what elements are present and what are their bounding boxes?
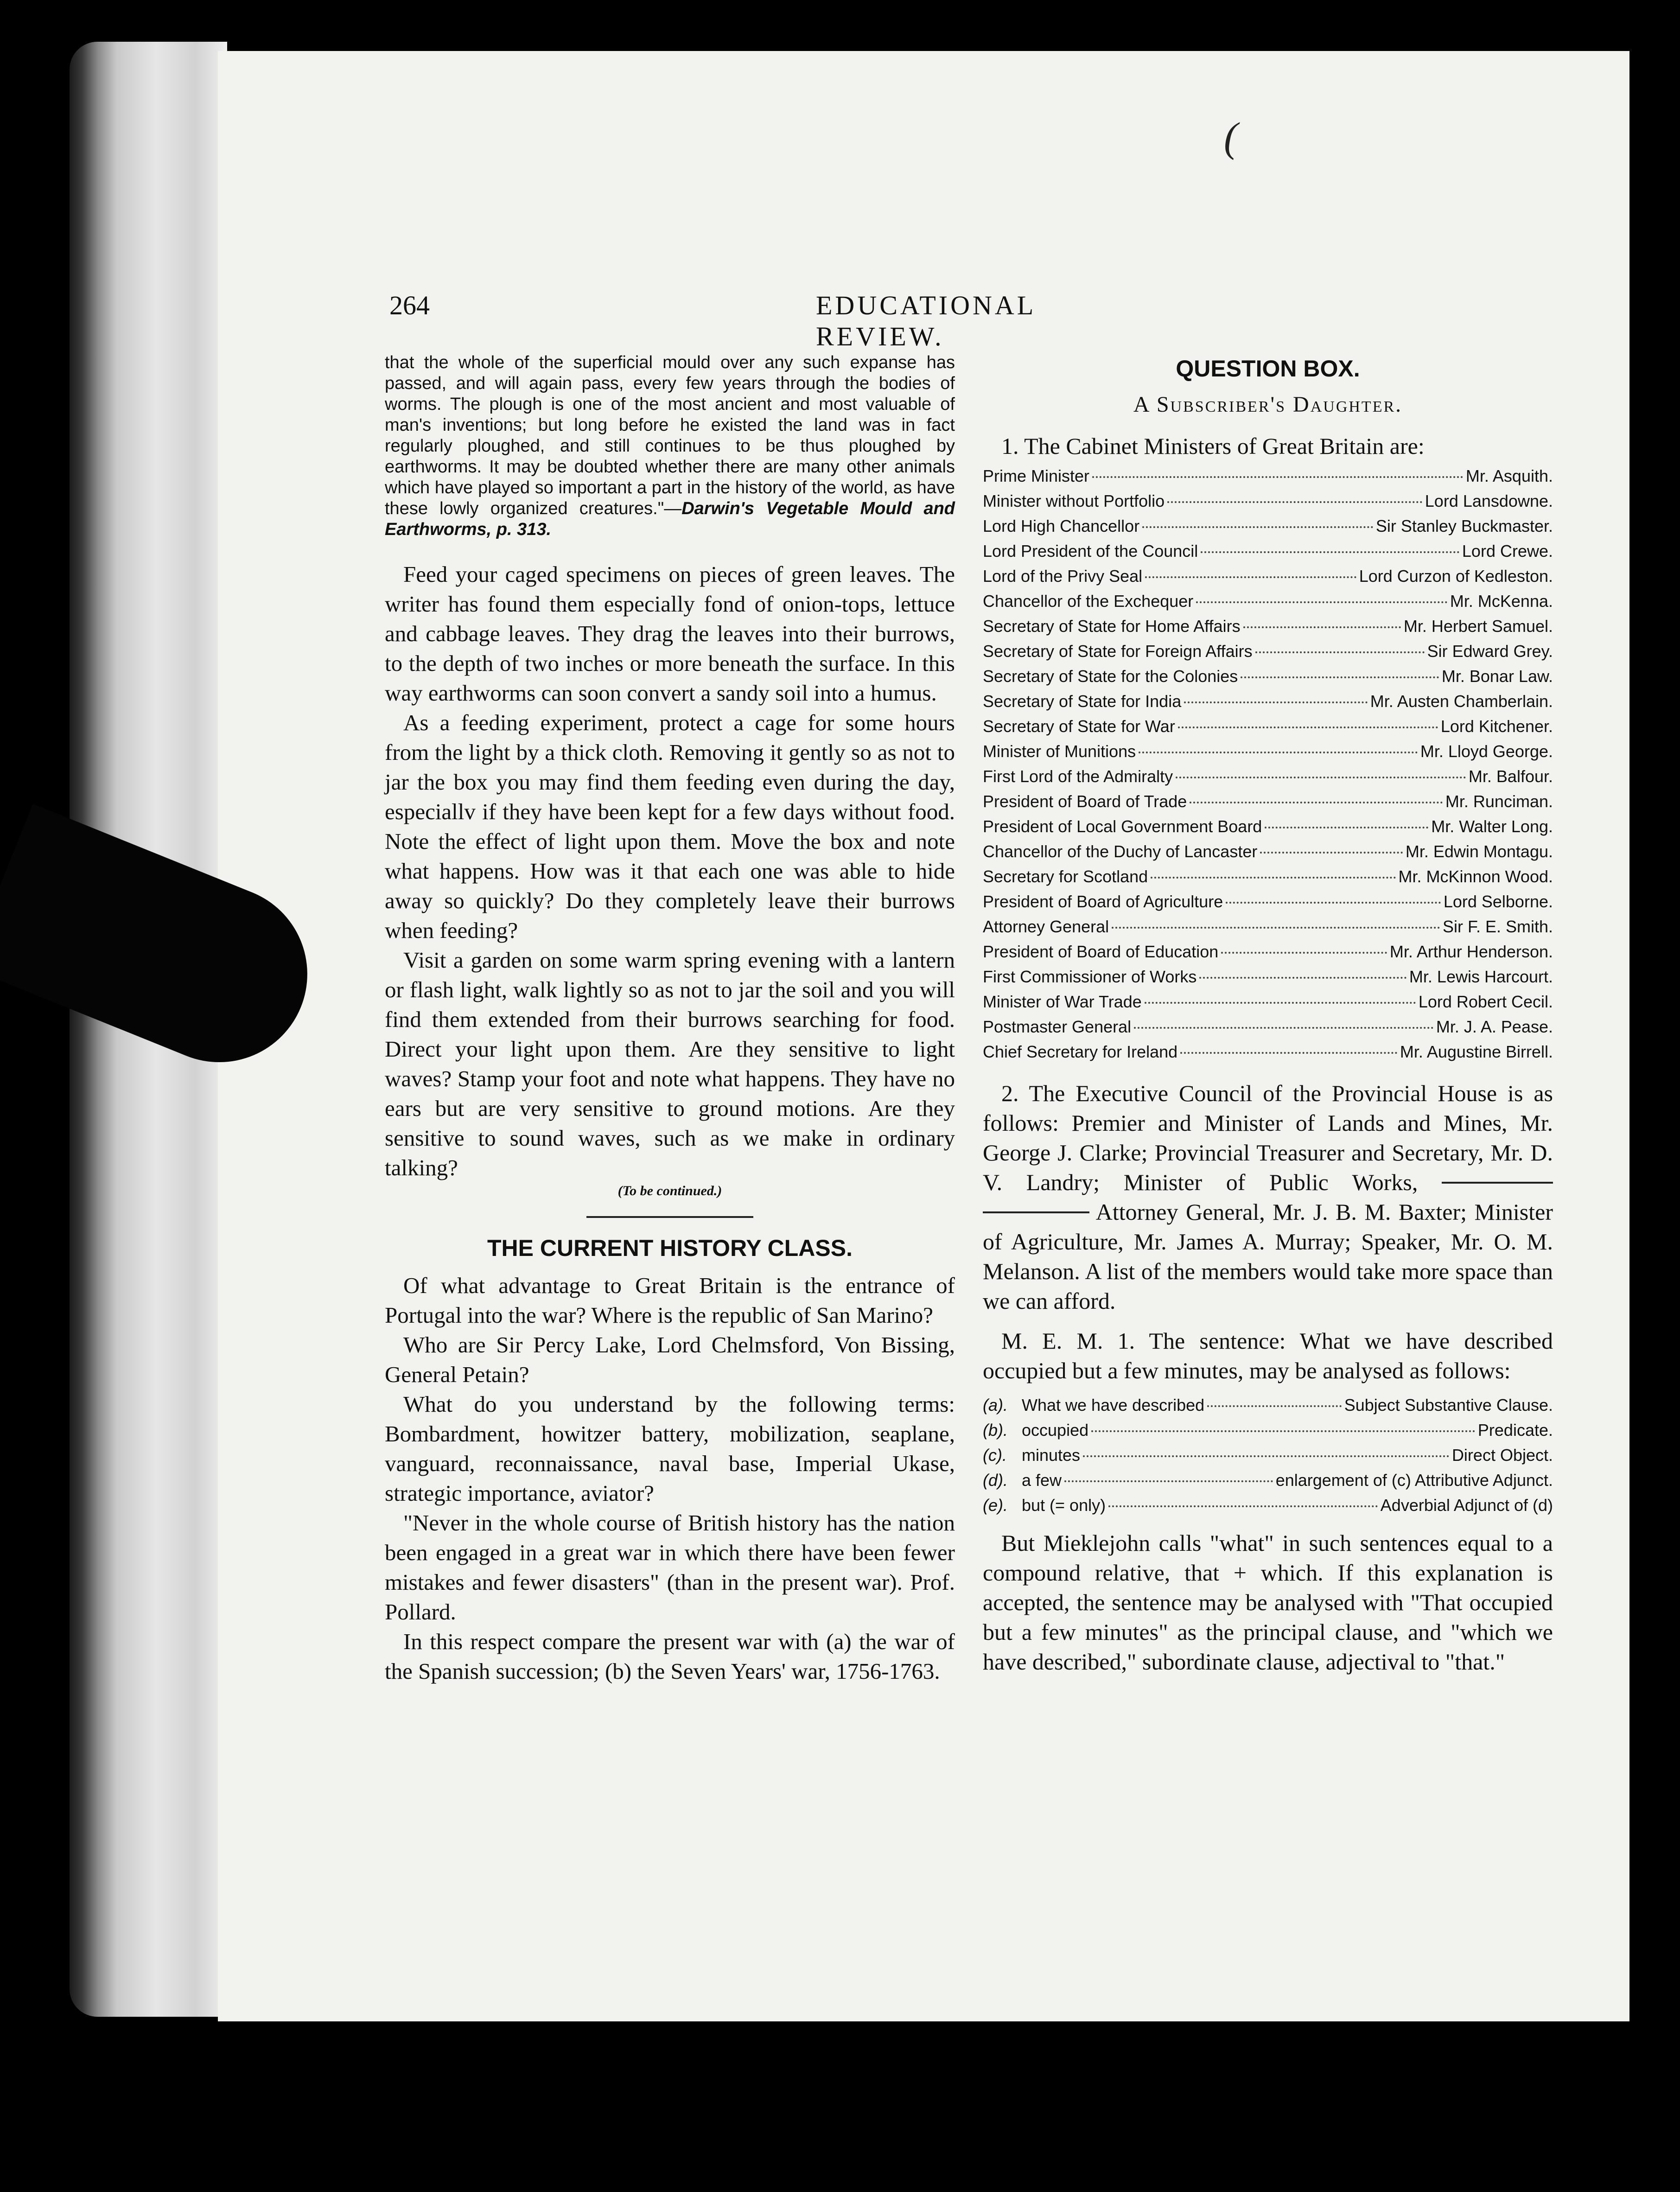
office: Minister of War Trade xyxy=(983,992,1142,1011)
left-column xyxy=(385,352,955,1686)
paragraph: Visit a garden on some warm spring evening with a lantern or flash light, walk lightly so as not to jar the soil and you will find them extended from their burrows searching for food. Direct your light upon them. Are they sensitive to light waves? Stamp your foot and note what happens. They have no ears but are very sensitive to ground motions. Are they sensitive to sound waves, such as we make in ordinary talking? xyxy=(385,947,955,1180)
office: Chief Secretary for Ireland xyxy=(983,1042,1178,1061)
holder: Mr. Runciman. xyxy=(1445,792,1553,811)
margin-mark: ( xyxy=(1224,115,1238,160)
running-head: EDUCATIONAL REVIEW. xyxy=(816,290,1036,351)
quote-citation: Darwin's Vegetable Mould and Earthworms, p. 313. xyxy=(385,499,955,539)
office: Secretary of State for War xyxy=(983,717,1175,736)
office: Secretary for Scotland xyxy=(983,867,1148,886)
question-2 xyxy=(983,1078,1553,1316)
list-item xyxy=(983,839,1553,864)
office: Prime Minister xyxy=(983,466,1090,485)
holder: Lord Selborne. xyxy=(1443,892,1553,911)
list-item xyxy=(983,489,1553,514)
list-item xyxy=(983,1039,1553,1064)
leader-dots xyxy=(1207,1405,1342,1407)
holder: Mr. Lloyd George. xyxy=(1420,742,1553,761)
leader-dots xyxy=(1226,902,1441,904)
office: Secretary of State for India xyxy=(983,692,1182,711)
leader-dots xyxy=(1092,476,1463,478)
holder: Mr. Herbert Samuel. xyxy=(1403,617,1553,636)
office: Lord High Chancellor xyxy=(983,516,1140,535)
holder: Mr. Asquith. xyxy=(1465,466,1553,485)
holder: Mr. Walter Long. xyxy=(1431,817,1553,836)
holder: Mr. Austen Chamberlain. xyxy=(1370,692,1553,711)
list-item xyxy=(983,989,1553,1014)
list-item xyxy=(983,514,1553,539)
question-2-part-1: 2. The Executive Council of the Provincial House is as follows: Premier and Minister of Lands and Mines, Mr. George J. Clarke; Provincial Treasurer and Secretary, Mr. D. V. Landry; Minister of Public Works, xyxy=(983,1080,1553,1195)
list-item xyxy=(983,964,1553,989)
analysis-term: minutes xyxy=(1022,1446,1081,1465)
office: Lord President of the Council xyxy=(983,542,1198,561)
paragraph: "Never in the whole course of British history has the nation been engaged in a great war in which there have been fewer mistakes and fewer disasters" (than in the present war). Prof. Pollard. xyxy=(385,1510,955,1625)
list-item xyxy=(983,1443,1553,1468)
leader-dots xyxy=(1083,1455,1449,1457)
holder: Mr. Balfour. xyxy=(1468,767,1553,786)
list-item xyxy=(983,1468,1553,1493)
question-2-part-2: Attorney General, Mr. J. B. M. Baxter; Minister of Agriculture, Mr. James A. Murray; Speaker, Mr. O. M. Melanson. A list of the members would take more space than we can afford. xyxy=(983,1199,1553,1314)
office: Secretary of State for the Colonies xyxy=(983,667,1238,686)
leader-dots xyxy=(1145,576,1356,578)
office: First Commissioner of Works xyxy=(983,967,1197,986)
list-item xyxy=(983,1493,1553,1518)
office: First Lord of the Admiralty xyxy=(983,767,1173,786)
office: Postmaster General xyxy=(983,1017,1132,1036)
analysis-term: a few xyxy=(1022,1471,1062,1490)
holder: Sir Edward Grey. xyxy=(1427,642,1553,661)
holder: Mr. Edwin Montagu. xyxy=(1405,842,1553,861)
list-item xyxy=(983,889,1553,914)
leader-dots xyxy=(1142,526,1373,528)
list-item xyxy=(983,714,1553,739)
leader-dots xyxy=(1091,1430,1475,1432)
list-item xyxy=(983,539,1553,564)
leader-dots xyxy=(1167,501,1422,503)
analysis-term: occupied xyxy=(1022,1421,1089,1440)
holder: Mr. Lewis Harcourt. xyxy=(1409,967,1553,986)
list-item xyxy=(983,814,1553,839)
leader-dots xyxy=(1151,877,1395,879)
analysis-term: What we have described xyxy=(1022,1395,1205,1415)
leader-dots xyxy=(1178,726,1438,728)
leader-dots xyxy=(1241,676,1439,678)
question-box-title: QUESTION BOX. xyxy=(1176,356,1360,382)
leader-dots xyxy=(1180,1052,1397,1054)
holder: Sir Stanley Buckmaster. xyxy=(1375,516,1553,535)
paragraph: In this respect compare the present war with (a) the war of the Spanish succession; (b) the Seven Years' war, 1756-1763. xyxy=(385,1629,955,1684)
history-class-title: THE CURRENT HISTORY CLASS. xyxy=(487,1235,853,1261)
section-divider xyxy=(586,1216,753,1218)
paragraph: What do you understand by the following terms: Bombardment, howitzer battery, mobilization, seaplane, vanguard, reconnaissance, naval base, Imperial Ukase, strategic importance, aviator? xyxy=(385,1391,955,1506)
office: Attorney General xyxy=(983,917,1109,936)
list-item xyxy=(983,764,1553,789)
office: Secretary of State for Home Affairs xyxy=(983,617,1241,636)
cabinet-list xyxy=(983,464,1553,1064)
darwin-quote xyxy=(385,352,955,540)
office: Secretary of State for Foreign Affairs xyxy=(983,642,1253,661)
paragraph: Of what advantage to Great Britain is the entrance of Portugal into the war? Where is the republic of San Marino? xyxy=(385,1273,955,1328)
list-item xyxy=(983,914,1553,939)
office: Chancellor of the Duchy of Lancaster xyxy=(983,842,1258,861)
leader-dots xyxy=(1265,827,1428,828)
question-box-subtitle: A Subscriber's Daughter. xyxy=(1133,392,1403,417)
holder: Lord Lansdowne. xyxy=(1425,491,1553,510)
holder: Lord Crewe. xyxy=(1462,542,1553,561)
quote-text: that the whole of the superficial mould over any such expanse has passed, and will again pass, every few years through the bodies of worms. The plough is one of the most ancient and most valuable of man's inventions; but long before he existed the land was in fact regularly ploughed, and still continues to be thus ploughed by earthworms. It may be doubted whether there are many other animals which have played so important a part in the history of the world, as have these lowly organized creatures."— xyxy=(385,353,955,518)
holder: Mr. McKenna. xyxy=(1450,592,1553,611)
leader-dots xyxy=(1199,977,1406,979)
office: President of Local Government Board xyxy=(983,817,1262,836)
list-item xyxy=(983,589,1553,614)
analysis-role: Adverbial Adjunct of (d) xyxy=(1380,1496,1553,1515)
item-mark: (d). xyxy=(983,1471,1008,1490)
holder: Mr. McKinnon Wood. xyxy=(1398,867,1553,886)
office: President of Board of Education xyxy=(983,942,1219,961)
list-item xyxy=(983,564,1553,589)
leader-dots xyxy=(1134,1027,1433,1029)
item-mark: (a). xyxy=(983,1395,1008,1415)
analysis-term: but (= only) xyxy=(1022,1496,1106,1515)
office: President of Board of Agriculture xyxy=(983,892,1223,911)
leader-dots xyxy=(1176,777,1466,778)
page-number: 264 xyxy=(389,290,430,320)
leader-dots xyxy=(1190,802,1443,803)
list-item xyxy=(983,939,1553,964)
list-item xyxy=(983,1393,1553,1418)
leader-dots xyxy=(1243,626,1401,628)
right-column xyxy=(983,352,1553,1676)
holder: Lord Robert Cecil. xyxy=(1418,992,1553,1011)
list-item xyxy=(983,464,1553,489)
list-item xyxy=(983,1014,1553,1039)
leader-dots xyxy=(1260,852,1403,854)
office: Minister without Portfolio xyxy=(983,491,1165,510)
list-item xyxy=(983,789,1553,814)
leader-dots xyxy=(1139,752,1418,753)
leader-dots xyxy=(1196,601,1447,603)
office: Chancellor of the Exchequer xyxy=(983,592,1194,611)
list-item xyxy=(983,639,1553,664)
leader-dots xyxy=(1145,1002,1416,1004)
analysis-role: enlargement of (c) Attributive Adjunct. xyxy=(1275,1471,1553,1490)
item-mark: (c). xyxy=(983,1446,1007,1465)
leader-dots xyxy=(1221,952,1387,954)
analysis-list xyxy=(983,1393,1553,1518)
holder: Mr. Arthur Henderson. xyxy=(1389,942,1553,961)
item-mark: (b). xyxy=(983,1421,1008,1440)
leader-dots xyxy=(1064,1480,1273,1482)
to-be-continued: (To be continued.) xyxy=(617,1183,722,1198)
item-mark: (e). xyxy=(983,1496,1008,1515)
list-item xyxy=(983,1418,1553,1443)
leader-dots xyxy=(1184,701,1368,703)
analysis-role: Direct Object. xyxy=(1451,1446,1553,1465)
analysis-role: Predicate. xyxy=(1477,1421,1553,1440)
list-item xyxy=(983,739,1553,764)
holder: Lord Kitchener. xyxy=(1440,717,1553,736)
list-item xyxy=(983,614,1553,639)
leader-dots xyxy=(1255,651,1425,653)
leader-dots xyxy=(1201,551,1459,553)
leader-dots xyxy=(1108,1505,1378,1507)
holder: Mr. Augustine Birrell. xyxy=(1400,1042,1553,1061)
office: President of Board of Trade xyxy=(983,792,1187,811)
holder: Lord Curzon of Kedleston. xyxy=(1359,567,1553,586)
list-item xyxy=(983,664,1553,689)
blank-line xyxy=(1442,1182,1553,1184)
list-item xyxy=(983,864,1553,889)
paragraph: As a feeding experiment, protect a cage for some hours from the light by a thick cloth. Removing it gently so as not to jar the box you may find them feeding even during the day, especiallv if they have been kept for a few days without food. Note the effect of light upon them. Move the box and note what happens. How was it that each one was able to hide away so quickly? Do they completely leave their burrows when feeding? xyxy=(385,710,955,943)
office: Minister of Munitions xyxy=(983,742,1136,761)
blank-line xyxy=(983,1211,1089,1213)
paragraph: Feed your caged specimens on pieces of green leaves. The writer has found them especially fond of onion-tops, lettuce and cabbage leaves. They drag the leaves into their burrows, to the depth of two inches or more beneath the surface. In this way earthworms can soon convert a sandy soil into a humus. xyxy=(385,561,955,706)
closing-paragraph: But Mieklejohn calls "what" in such sentences equal to a compound relative, that + which. If this explanation is accepted, the sentence may be analysed with "That occupied but a few minutes" as the principal clause, and "which we have described," subordinate clause, adjectival to "that." xyxy=(983,1530,1553,1675)
question-1-intro: 1. The Cabinet Ministers of Great Britain are: xyxy=(1001,433,1425,459)
holder: Mr. J. A. Pease. xyxy=(1436,1017,1553,1036)
analysis-role: Subject Substantive Clause. xyxy=(1344,1395,1553,1415)
leader-dots xyxy=(1112,927,1440,929)
mem-question: M. E. M. 1. The sentence: What we have described occupied but a few minutes, may be analysed as follows: xyxy=(983,1328,1553,1383)
paragraph: Who are Sir Percy Lake, Lord Chelmsford, Von Bissing, General Petain? xyxy=(385,1332,955,1387)
holder: Mr. Bonar Law. xyxy=(1441,667,1553,686)
list-item xyxy=(983,689,1553,714)
office: Lord of the Privy Seal xyxy=(983,567,1143,586)
holder: Sir F. E. Smith. xyxy=(1442,917,1553,936)
